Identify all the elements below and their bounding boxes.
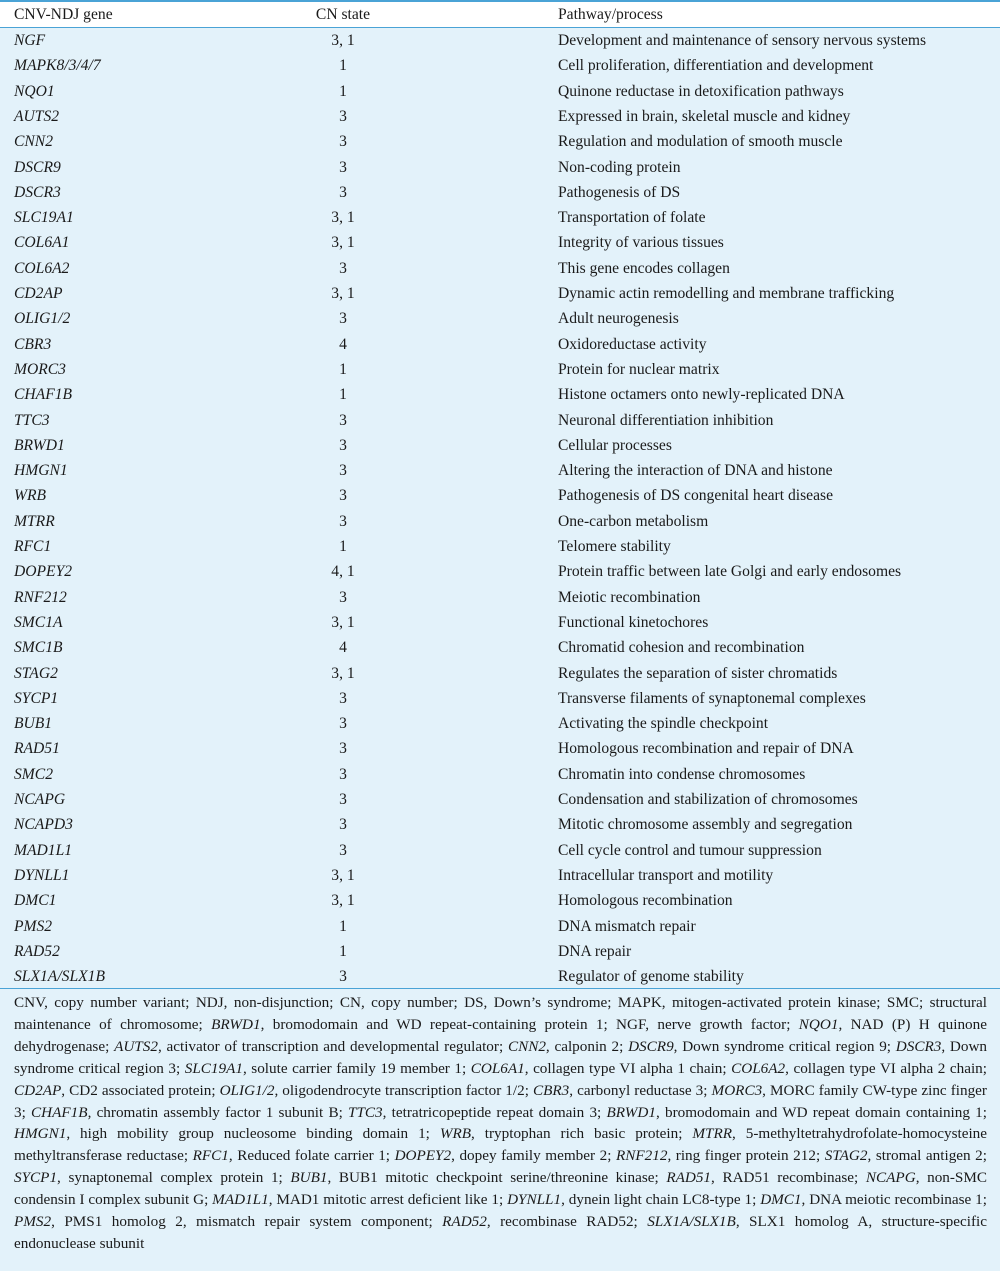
footnote-text: , calponin 2;: [545, 1037, 629, 1055]
footnote-text: , high mobility group nucleosome binding domain 1;: [66, 1125, 440, 1143]
pathway-cell: Quinone reductase in detoxification pathways: [558, 82, 844, 100]
table-row: [0, 306, 1000, 331]
footnote-gene-abbrev: RAD51: [666, 1169, 712, 1187]
footnote-text: , CD2 associated protein;: [61, 1081, 220, 1099]
pathway-cell: Telomere stability: [558, 538, 671, 555]
cn-state-cell: 3, 1: [331, 664, 355, 682]
cn-state-cell: 3: [339, 816, 347, 834]
pathway-cell: DNA repair: [558, 942, 632, 960]
table-row: [0, 129, 1000, 154]
table-row: [0, 585, 1000, 610]
footnote-gene-abbrev: WRB: [439, 1125, 472, 1143]
cn-state-cell: 3: [339, 462, 347, 480]
gene-cell: CD2AP: [14, 285, 63, 302]
table-row: [0, 939, 1000, 964]
pathway-cell: One-carbon metabolism: [558, 512, 709, 530]
pathway-cell: DNA mismatch repair: [558, 917, 696, 935]
footnote-text: CNV, copy number variant; NDJ, non-disjunction; CN, copy number; DS, Down’s syndrome; MAPK, mitogen-activated protein kinase; SMC; structural maintenance of chromosome;: [14, 994, 987, 1033]
footnote-text: , tetratricopeptide repeat domain 3;: [382, 1103, 607, 1121]
gene-cell: CNN2: [14, 133, 53, 151]
pathway-cell: Transportation of folate: [558, 209, 706, 227]
footnote-text: , BUB1 mitotic checkpoint serine/threonine kinase;: [327, 1169, 667, 1187]
footnote-gene-abbrev: CNN2: [507, 1037, 546, 1055]
table-row: [0, 483, 1000, 508]
gene-cell: CHAF1B: [14, 386, 73, 404]
gene-cell: NCAPD3: [14, 816, 73, 834]
cn-state-cell: 3: [339, 715, 347, 733]
gene-cell: TTC3: [14, 411, 50, 429]
cn-state-cell: 3: [339, 107, 347, 125]
pathway-cell: This gene encodes collagen: [558, 259, 730, 277]
cn-state-cell: 3: [339, 740, 347, 758]
cn-state-cell: 4: [339, 335, 347, 353]
cn-state-cell: 3, 1: [331, 613, 355, 631]
gene-cell: MTRR: [14, 512, 55, 530]
gene-cell: HMGN1: [14, 462, 68, 480]
footnote-gene-abbrev: BRWD1: [606, 1103, 656, 1121]
footnote-gene-abbrev: NCAPG: [865, 1169, 916, 1187]
gene-cell: SMC1B: [14, 639, 63, 657]
table-row: [0, 863, 1000, 888]
table-row: [0, 281, 1000, 306]
table-row: [0, 964, 1000, 989]
footnote-gene-abbrev: COL6A2: [731, 1059, 786, 1077]
cn-state-cell: 3: [339, 765, 347, 783]
gene-cell: CBR3: [14, 335, 52, 353]
pathway-cell: Pathogenesis of DS congenital heart disease: [558, 487, 833, 505]
cn-state-cell: 4: [339, 639, 347, 657]
table-row: [0, 256, 1000, 281]
footnote-text: , solute carrier family 19 member 1;: [242, 1059, 471, 1077]
table-row: [0, 635, 1000, 660]
footnote-text: , MORC family CW-type zinc finger 3;: [14, 1081, 987, 1121]
gene-cell: NCAPG: [14, 791, 66, 808]
table-row: [0, 534, 1000, 559]
pathway-cell: Altering the interaction of DNA and histone: [558, 462, 833, 480]
footnote-gene-abbrev: COL6A1: [470, 1059, 525, 1077]
pathway-cell: Homologous recombination: [558, 892, 733, 910]
cn-state-cell: 3: [339, 588, 347, 606]
pathway-cell: Non-coding protein: [558, 158, 681, 176]
pathway-cell: Intracellular transport and motility: [558, 866, 774, 884]
footnote-gene-abbrev: TTC3: [348, 1103, 383, 1121]
gene-cell: STAG2: [14, 664, 58, 682]
table-row: [0, 433, 1000, 458]
table-row: [0, 79, 1000, 104]
footnote-gene-abbrev: RAD52: [442, 1213, 487, 1231]
pathway-cell: Development and maintenance of sensory nervous systems: [558, 32, 927, 49]
pathway-cell: Meiotic recombination: [558, 588, 701, 606]
table-body: [0, 28, 1000, 988]
footnote-text: , Down syndrome critical region 3;: [14, 1037, 988, 1077]
footnote-gene-abbrev: RFC1: [192, 1147, 229, 1165]
footnote-text: , collagen type VI alpha 1 chain;: [524, 1059, 732, 1077]
table-row: [0, 53, 1000, 78]
table-row: [0, 559, 1000, 584]
pathway-cell: Protein traffic between late Golgi and early endosomes: [558, 563, 902, 581]
cn-state-cell: 3, 1: [331, 32, 355, 49]
pathway-cell: Activating the spindle checkpoint: [558, 715, 769, 733]
table-row: [0, 914, 1000, 939]
pathway-cell: Integrity of various tissues: [558, 234, 724, 252]
pathway-cell: Protein for nuclear matrix: [558, 360, 720, 378]
footnote-text: , chromatin assembly factor 1 subunit B;: [87, 1103, 349, 1121]
cn-state-cell: 3, 1: [331, 866, 355, 884]
table-row: [0, 28, 1000, 53]
footnote-gene-abbrev: DOPEY2: [394, 1147, 452, 1165]
footnote-gene-abbrev: SYCP1: [14, 1169, 58, 1187]
gene-cell: COL6A1: [14, 234, 70, 252]
footnote-gene-abbrev: DYNLL1: [507, 1191, 562, 1209]
footnote-text: , collagen type VI alpha 2 chain;: [785, 1059, 987, 1077]
pathway-cell: Oxidoreductase activity: [558, 335, 707, 353]
cn-state-cell: 3: [339, 133, 347, 151]
footnote-gene-abbrev: SLX1A/SLX1B: [647, 1213, 736, 1231]
footnote-gene-abbrev: BRWD1: [211, 1015, 261, 1033]
pathway-cell: Cell cycle control and tumour suppression: [558, 841, 822, 859]
footnote-text: , non-SMC condensin I complex subunit G;: [14, 1169, 988, 1209]
gene-cell: AUTS2: [14, 107, 60, 125]
gene-cell: PMS2: [14, 917, 53, 935]
footnote-text: , dynein light chain LC8-type 1;: [561, 1191, 761, 1209]
footnote-text: , activator of transcription and developmental regulator;: [157, 1037, 508, 1055]
table-row: [0, 458, 1000, 483]
footnote-text: , DNA meiotic recombinase 1;: [801, 1191, 987, 1209]
footnote-gene-abbrev: DSCR3: [895, 1037, 942, 1055]
gene-cell: SMC1A: [14, 613, 63, 631]
footnote-text: , carbonyl reductase 3;: [569, 1081, 712, 1099]
pathway-cell: Regulator of genome stability: [558, 968, 744, 986]
footnote-text: , MAD1 mitotic arrest deficient like 1;: [268, 1191, 508, 1209]
footnote-gene-abbrev: DMC1: [760, 1191, 802, 1209]
pathway-cell: Condensation and stabilization of chromosomes: [558, 791, 858, 808]
pathway-cell: Dynamic actin remodelling and membrane trafficking: [558, 285, 895, 302]
cn-state-cell: 3: [339, 310, 347, 328]
gene-cell: MAD1L1: [14, 841, 73, 859]
pathway-cell: Neuronal differentiation inhibition: [558, 411, 774, 429]
cn-state-cell: 3: [339, 436, 347, 454]
cn-state-cell: 3: [339, 791, 347, 808]
cn-state-cell: 3: [339, 512, 347, 530]
table-row: [0, 812, 1000, 837]
cn-state-cell: 1: [339, 538, 347, 555]
cn-state-cell: 1: [339, 917, 347, 935]
footnote-gene-abbrev: CHAF1B: [31, 1103, 88, 1121]
footnote-gene-abbrev: MORC3: [711, 1081, 763, 1099]
cn-state-cell: 1: [339, 82, 347, 100]
pathway-cell: Transverse filaments of synaptonemal complexes: [558, 689, 866, 707]
pathway-cell: Expressed in brain, skeletal muscle and kidney: [558, 107, 851, 125]
footnote-text: , PMS1 homolog 2, mismatch repair system component;: [51, 1213, 443, 1231]
table-row: [0, 104, 1000, 129]
gene-cell: SMC2: [14, 765, 53, 783]
gene-cell: MAPK8/3/4/7: [14, 57, 101, 75]
gene-cell: DYNLL1: [14, 866, 70, 884]
gene-cell: NGF: [14, 32, 46, 49]
gene-cell: RAD51: [14, 740, 60, 758]
table-row: [0, 610, 1000, 635]
pathway-cell: Mitotic chromosome assembly and segregation: [558, 816, 853, 834]
cn-state-cell: 3: [339, 411, 347, 429]
gene-cell: COL6A2: [14, 259, 70, 277]
cn-state-cell: 3: [339, 183, 347, 201]
cn-state-cell: 3: [339, 689, 347, 707]
gene-cell: DSCR9: [14, 158, 61, 176]
cn-state-cell: 3: [339, 259, 347, 277]
footnote-gene-abbrev: HMGN1: [14, 1125, 67, 1143]
footnote-gene-abbrev: AUTS2: [114, 1037, 158, 1055]
footnote-text: , RAD51 recombinase;: [711, 1169, 866, 1187]
table-footnote: [0, 988, 1000, 1271]
table-row: [0, 762, 1000, 787]
pathway-cell: Cell proliferation, differentiation and development: [558, 57, 874, 75]
footnote-gene-abbrev: DSCR9: [628, 1037, 674, 1055]
gene-cell: DMC1: [14, 892, 57, 910]
cn-state-cell: 3: [339, 841, 347, 859]
cn-state-cell: 3, 1: [331, 209, 355, 227]
footnote-text: , SLX1 homolog A, structure-specific endonuclease subunit: [14, 1213, 987, 1252]
header-gene: CNV-NDJ gene: [14, 6, 113, 23]
cn-state-cell: 3, 1: [331, 234, 355, 252]
footnote-gene-abbrev: MAD1L1: [212, 1191, 269, 1209]
table-row: [0, 155, 1000, 180]
gene-cell: RFC1: [14, 538, 52, 555]
table-header: [0, 0, 1000, 28]
cn-state-cell: 3: [339, 968, 347, 986]
footnote-gene-abbrev: STAG2: [824, 1147, 868, 1165]
gene-cell: DOPEY2: [14, 563, 73, 581]
cn-state-cell: 1: [339, 360, 347, 378]
gene-cell: WRB: [14, 487, 47, 505]
footnote-text: , bromodomain and WD repeat-containing protein 1; NGF, nerve growth factor;: [260, 1015, 799, 1033]
header-cn-state: CN state: [315, 6, 371, 23]
gene-cell: DSCR3: [14, 183, 61, 201]
cn-state-cell: 1: [339, 386, 347, 404]
table-row: [0, 736, 1000, 761]
gene-cell: RNF212: [14, 588, 67, 606]
table-row: [0, 205, 1000, 230]
table-row: [0, 787, 1000, 812]
table-row: [0, 382, 1000, 407]
footnote-text: , tryptophan rich basic protein;: [471, 1125, 693, 1143]
footnote-text: , Down syndrome critical region 9;: [673, 1037, 896, 1055]
table-row: [0, 838, 1000, 863]
footnote-text: , stromal antigen 2;: [867, 1147, 987, 1165]
footnote-gene-abbrev: NQO1: [798, 1015, 839, 1033]
cn-state-cell: 3, 1: [331, 892, 355, 910]
footnote-text: , ring finger protein 212;: [667, 1147, 825, 1165]
footnote-gene-abbrev: CD2AP: [14, 1081, 62, 1099]
gene-cell: BUB1: [14, 715, 53, 733]
cn-state-cell: 3: [339, 158, 347, 176]
table-row: [0, 408, 1000, 433]
pathway-cell: Adult neurogenesis: [558, 310, 679, 328]
table-row: [0, 180, 1000, 205]
cn-state-cell: 4, 1: [331, 563, 355, 581]
footnote-text: , 5-methyltetrahydrofolate-homocysteine methyltransferase reductase;: [14, 1125, 988, 1165]
footnote-text: , oligodendrocyte transcription factor 1/2;: [274, 1081, 533, 1099]
gene-cell: SYCP1: [14, 689, 59, 707]
cn-state-cell: 1: [339, 942, 347, 960]
pathway-cell: Chromatid cohesion and recombination: [558, 639, 805, 657]
footnote-gene-abbrev: MTRR: [692, 1125, 733, 1143]
footnote-text: , bromodomain and WD repeat domain containing 1;: [655, 1103, 987, 1121]
footnote-text: , recombinase RAD52;: [486, 1213, 648, 1231]
gene-cell: BRWD1: [14, 436, 65, 454]
table-row: [0, 357, 1000, 382]
gene-cell: OLIG1/2: [14, 310, 71, 328]
pathway-cell: Chromatin into condense chromosomes: [558, 765, 806, 783]
table-row: [0, 711, 1000, 736]
footnote-text: , dopey family member 2;: [451, 1147, 616, 1165]
footnote-text: , NAD (P) H quinone dehydrogenase;: [14, 1015, 987, 1055]
cn-state-cell: 1: [339, 57, 347, 75]
table-row: [0, 686, 1000, 711]
footnote-text: , Reduced folate carrier 1;: [228, 1147, 395, 1165]
pathway-cell: Regulates the separation of sister chromatids: [558, 664, 838, 682]
table-row: [0, 661, 1000, 686]
pathway-cell: Regulation and modulation of smooth muscle: [558, 133, 843, 151]
cn-state-cell: 3: [339, 487, 347, 505]
footnote-gene-abbrev: RNF212: [615, 1147, 668, 1165]
table-row: [0, 509, 1000, 534]
table-row: [0, 888, 1000, 913]
pathway-cell: Cellular processes: [558, 436, 672, 454]
table-row: [0, 230, 1000, 255]
header-pathway: Pathway/process: [558, 6, 663, 23]
footnote-text: , synaptonemal complex protein 1;: [57, 1169, 291, 1187]
pathway-cell: Homologous recombination and repair of DNA: [558, 740, 854, 758]
footnote-gene-abbrev: CBR3: [532, 1081, 570, 1099]
gene-cell: MORC3: [14, 360, 66, 378]
footnote-gene-abbrev: PMS2: [14, 1213, 52, 1231]
gene-cell: SLC19A1: [14, 209, 74, 227]
footnote-gene-abbrev: SLC19A1: [184, 1059, 243, 1077]
cn-state-cell: 3, 1: [331, 285, 355, 302]
footnote-gene-abbrev: OLIG1/2: [219, 1081, 275, 1099]
gene-cell: RAD52: [14, 942, 60, 960]
pathway-cell: Histone octamers onto newly-replicated DNA: [558, 386, 845, 404]
table-row: [0, 332, 1000, 357]
gene-cell: NQO1: [14, 82, 55, 100]
gene-cell: SLX1A/SLX1B: [14, 968, 105, 986]
pathway-cell: Pathogenesis of DS: [558, 183, 681, 201]
footnote-gene-abbrev: BUB1: [290, 1169, 328, 1187]
pathway-cell: Functional kinetochores: [558, 613, 709, 631]
